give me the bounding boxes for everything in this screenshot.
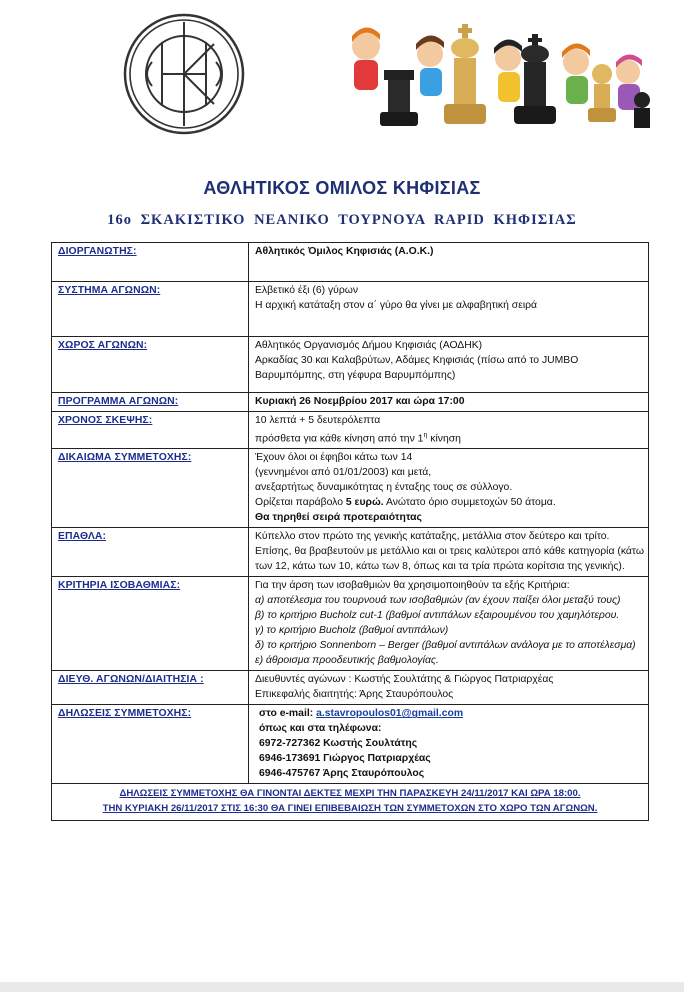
table-row-schedule: [52, 393, 649, 412]
row-value-line: β) το κριτήριο Bucholz cut-1 (βαθμοί αντιπάλων εξαιρουμένου του χαμηλότερου.: [255, 610, 620, 622]
row-value-line: δ) το κριτήριο Sonnenborn – Berger (βαθμοί αντιπάλων ανάλογα με το αποτέλεσμα): [255, 640, 636, 652]
phone-line: 6946-173691 Γιώργος Πατριαρχέας: [259, 753, 431, 765]
info-table: [51, 242, 649, 821]
row-value-line: Για την άρση των ισοβαθμιών θα χρησιμοποιηθούν τα εξής Κριτήρια:: [255, 580, 570, 592]
row-label: ΚΡΙΤΗΡΙΑ ΙΣΟΒΑΘΜΙΑΣ:: [58, 580, 181, 592]
row-value-line: Ελβετικό έξι (6) γύρων: [255, 285, 359, 296]
table-row-organizer: [52, 243, 649, 282]
row-label: ΕΠΑΘΛΑ:: [58, 531, 107, 543]
table-row-eligibility: [52, 449, 649, 528]
row-label: ΔΗΛΩΣΕΙΣ ΣΥΜΜΕΤΟΧΗΣ:: [58, 708, 192, 720]
table-row-venue: [52, 337, 649, 393]
row-value-line: γ) το κριτήριο Bucholz (βαθμοί αντιπάλων): [255, 625, 449, 637]
row-value-line: Κύπελλο στον πρώτο της γενικής κατάταξης, μετάλλια στον δεύτερο και τρίτο.: [255, 531, 610, 543]
row-label: ΧΡΟΝΟΣ ΣΚΕΨΗΣ:: [58, 415, 153, 426]
table-row-footer: [52, 784, 649, 821]
row-value-line: όπως και στα τηλέφωνα:: [259, 723, 382, 735]
row-value-line: 10 λεπτά + 5 δευτερόλεπτα: [255, 415, 381, 426]
club-logo-icon: [122, 12, 246, 136]
row-value-line: Επίσης, θα βραβευτούν με μετάλλιο και οι τρεις καλύτεροι από κάθε κατηγορία (κάτω των 12, κάτω των 10, κάτω των 8, όπως και τα τρία πρώτα κορίτσια της γενικής).: [255, 546, 644, 573]
kids-chess-illustration: [348, 18, 650, 136]
row-value-line: Ορίζεται παράβολο 5 ευρώ. Ανώτατο όριο συμμετοχών 50 άτομα.: [255, 497, 556, 509]
row-label: ΣΥΣΤΗΜΑ ΑΓΩΝΩΝ:: [58, 285, 161, 296]
row-label: ΔΙΟΡΓΑΝΩΤΗΣ:: [58, 246, 137, 257]
row-value-line: Διευθυντές αγώνων : Κωστής Σουλτάτης & Γιώργος Πατριαρχέας: [255, 674, 554, 686]
row-value-line: Έχουν όλοι οι έφηβοι κάτω των 14: [255, 452, 413, 464]
row-value-line: Θα τηρηθεί σειρά προτεραιότητας: [255, 512, 422, 524]
table-row-registration: [52, 705, 649, 784]
row-label: ΧΩΡΟΣ ΑΓΩΝΩΝ:: [58, 340, 148, 351]
row-value-line: πρόσθετα για κάθε κίνηση από την $1^\eta$ κίνηση: [255, 432, 461, 445]
phone-line: 6972-727362 Κωστής Σουλτάτης: [259, 738, 418, 750]
page-title: ΑΘΛΗΤΙΚΟΣ ΟΜΙΛΟΣ ΚΗΦΙΣΙΑΣ: [203, 178, 481, 198]
row-value-line: Επικεφαλής διαιτητής: Άρης Σταυρόπουλος: [255, 689, 454, 701]
row-value-line: α) αποτέλεσμα του τουρνουά των ισοβαθμιών (αν έχουν παίξει όλοι μεταξύ τους): [255, 595, 621, 607]
row-label: ΔΙΕΥΘ. ΑΓΩΝΩΝ/ΔΙΑΙΤΗΣΙΑ :: [58, 674, 204, 686]
footer-notice-line: ΔΗΛΩΣΕΙΣ ΣΥΜΜΕΤΟΧΗΣ ΘΑ ΓΙΝΟΝΤΑΙ ΔΕΚΤΕΣ ΜΕΧΡΙ ΤΗΝ ΠΑΡΑΣΚΕΥΗ 24/11/2017 ΚΑΙ ΩΡΑ 18:00.: [119, 788, 581, 800]
table-row-direction: [52, 671, 649, 705]
page-subtitle: 16ο ΣΚΑΚΙΣΤΙΚΟ ΝΕΑΝΙΚΟ ΤΟΥΡΝΟΥΑ RAPID ΚΗΦΙΣΙΑΣ: [107, 212, 577, 228]
phone-line: 6946-475767 Άρης Σταυρόπουλος: [259, 768, 425, 780]
row-value: Κυριακή 26 Νοεμβρίου 2017 και ώρα 17:00: [249, 393, 649, 412]
row-value-line: Αθλητικός Οργανισμός Δήμου Κηφισιάς (ΑΟΔΗΚ): [255, 340, 483, 351]
row-value: Αθλητικός Όμιλος Κηφισιάς (Α.Ο.Κ.): [249, 243, 649, 282]
bottom-bar: [0, 982, 684, 992]
row-value-line: (γεννημένοι από 01/01/2003) και μετά,: [255, 467, 432, 479]
row-value-line: Η αρχική κατάταξη στον α΄ γύρο θα γίνει με αλφαβητική σειρά: [255, 300, 538, 311]
row-value-line: ανεξαρτήτως δυναμικότητας η ένταξης τους σε σύλλογο.: [255, 482, 513, 494]
table-row-prizes: [52, 528, 649, 577]
footer-notice-line: ΤΗΝ ΚΥΡΙΑΚΗ 26/11/2017 ΣΤΙΣ 16:30 ΘΑ ΓΙΝΕΙ ΕΠΙΒΕΒΑΙΩΣΗ ΤΩΝ ΣΥΜΜΕΤΟΧΩΝ ΣΤΟ ΧΩΡΟ ΤΩΝ ΑΓΩΝΩΝ.: [102, 803, 598, 815]
table-row-tiebreaks: [52, 577, 649, 671]
row-value-line: ε) άθροισμα προοδευτικής βαθμολογίας.: [255, 655, 439, 667]
row-label: ΔΙΚΑΙΩΜΑ ΣΥΜΜΕΤΟΧΗΣ:: [58, 452, 192, 464]
row-label: ΠΡΟΓΡΑΜΜΑ ΑΓΩΝΩΝ:: [58, 396, 179, 407]
table-row-system: [52, 282, 649, 337]
row-value-line: Αρκαδίας 30 και Καλαβρύτων, Αδάμες Κηφισιάς (πίσω από το JUMBO Βαρυμπόμπης, στη γέφυρα Βαρυμπόμπης): [255, 355, 579, 381]
row-value-line: στο e-mail: a.stavropoulos01@gmail.com: [259, 708, 464, 720]
table-row-time-control: [52, 412, 649, 449]
email-link[interactable]: a.stavropoulos01@gmail.com: [316, 708, 464, 720]
